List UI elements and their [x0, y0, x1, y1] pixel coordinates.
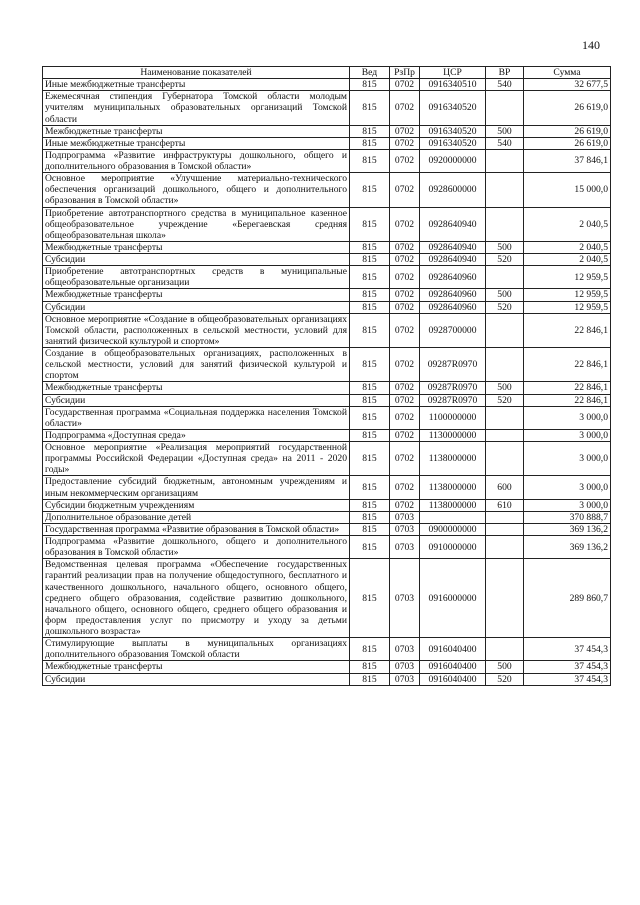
cell-sum: 2 040,5 [524, 207, 611, 241]
cell-csr: 0920000000 [420, 149, 486, 172]
cell-sum: 370 888,7 [524, 511, 611, 523]
cell-ved: 815 [350, 673, 390, 685]
cell-ved: 815 [350, 523, 390, 535]
table-body [43, 79, 611, 686]
cell-sum: 2 040,5 [524, 254, 611, 266]
cell-csr: 09287R0970 [420, 348, 486, 382]
cell-ved: 815 [350, 173, 390, 207]
cell-sum: 37 846,1 [524, 149, 611, 172]
cell-rzpr: 0702 [390, 241, 420, 253]
cell-ved: 815 [350, 476, 390, 499]
cell-rzpr: 0702 [390, 79, 420, 91]
cell-vr [486, 442, 524, 476]
cell-vr [486, 559, 524, 638]
cell-name: Предоставление субсидий бюджетным, автономным учреждениям и иным некоммерческим организациям [43, 476, 350, 499]
cell-csr: 0916340520 [420, 125, 486, 137]
cell-vr [486, 523, 524, 535]
table-row [43, 254, 611, 266]
table-row [43, 348, 611, 382]
cell-name: Субсидии [43, 301, 350, 313]
cell-ved: 815 [350, 382, 390, 394]
cell-csr: 0916340520 [420, 137, 486, 149]
cell-sum: 37 454,3 [524, 673, 611, 685]
table-row [43, 536, 611, 559]
cell-ved: 815 [350, 289, 390, 301]
cell-vr: 600 [486, 476, 524, 499]
cell-ved: 815 [350, 559, 390, 638]
cell-csr: 0916040400 [420, 661, 486, 673]
cell-sum: 15 000,0 [524, 173, 611, 207]
cell-name: Приобретение автотранспортного средства в муниципальное казенное общеобразовательное учреждение «Берегаевская средняя общеобразовательная школа» [43, 207, 350, 241]
cell-rzpr: 0702 [390, 125, 420, 137]
cell-sum: 3 000,0 [524, 442, 611, 476]
cell-name: Субсидии бюджетным учреждениям [43, 499, 350, 511]
cell-vr: 520 [486, 394, 524, 406]
cell-ved: 815 [350, 125, 390, 137]
cell-csr: 1100000000 [420, 406, 486, 429]
cell-rzpr: 0702 [390, 348, 420, 382]
cell-name: Субсидии [43, 673, 350, 685]
cell-sum: 22 846,1 [524, 394, 611, 406]
table-header-row [43, 67, 611, 79]
cell-name: Дополнительное образование детей [43, 511, 350, 523]
cell-vr: 520 [486, 301, 524, 313]
table-row [43, 673, 611, 685]
cell-ved: 815 [350, 266, 390, 289]
cell-vr [486, 313, 524, 347]
cell-rzpr: 0702 [390, 429, 420, 441]
cell-vr [486, 207, 524, 241]
cell-sum: 22 846,1 [524, 348, 611, 382]
cell-sum: 37 454,3 [524, 638, 611, 661]
cell-ved: 815 [350, 348, 390, 382]
cell-vr [486, 429, 524, 441]
cell-name: Государственная программа «Развитие образования в Томской области» [43, 523, 350, 535]
cell-vr [486, 149, 524, 172]
cell-ved: 815 [350, 254, 390, 266]
cell-sum: 37 454,3 [524, 661, 611, 673]
cell-sum: 26 619,0 [524, 91, 611, 125]
cell-name: Государственная программа «Социальная поддержка населения Томской области» [43, 406, 350, 429]
cell-rzpr: 0702 [390, 173, 420, 207]
cell-vr [486, 536, 524, 559]
cell-sum: 22 846,1 [524, 313, 611, 347]
cell-csr: 0916000000 [420, 559, 486, 638]
header-name: Наименование показателей [43, 67, 350, 79]
cell-csr: 0928700000 [420, 313, 486, 347]
cell-ved: 815 [350, 394, 390, 406]
cell-sum: 26 619,0 [524, 125, 611, 137]
table-row [43, 442, 611, 476]
cell-vr: 610 [486, 499, 524, 511]
cell-rzpr: 0702 [390, 406, 420, 429]
cell-ved: 815 [350, 429, 390, 441]
cell-sum: 3 000,0 [524, 499, 611, 511]
cell-csr: 09287R0970 [420, 394, 486, 406]
cell-rzpr: 0703 [390, 559, 420, 638]
cell-csr [420, 511, 486, 523]
cell-rzpr: 0702 [390, 266, 420, 289]
cell-vr: 520 [486, 254, 524, 266]
cell-csr: 0928640960 [420, 266, 486, 289]
cell-csr: 0928600000 [420, 173, 486, 207]
table-row [43, 313, 611, 347]
table-row [43, 559, 611, 638]
cell-rzpr: 0703 [390, 536, 420, 559]
cell-vr [486, 91, 524, 125]
cell-rzpr: 0702 [390, 382, 420, 394]
table-row [43, 476, 611, 499]
table-row [43, 511, 611, 523]
cell-vr: 500 [486, 289, 524, 301]
cell-rzpr: 0702 [390, 149, 420, 172]
cell-name: Межбюджетные трансферты [43, 241, 350, 253]
cell-rzpr: 0702 [390, 207, 420, 241]
cell-rzpr: 0702 [390, 476, 420, 499]
cell-ved: 815 [350, 442, 390, 476]
cell-sum: 369 136,2 [524, 536, 611, 559]
cell-vr: 500 [486, 661, 524, 673]
budget-table [42, 66, 611, 686]
cell-csr: 1138000000 [420, 499, 486, 511]
cell-vr: 520 [486, 673, 524, 685]
cell-sum: 2 040,5 [524, 241, 611, 253]
cell-name: Ежемесячная стипендия Губернатора Томской области молодым учителям муниципальных образовательных организаций Томской области [43, 91, 350, 125]
cell-vr: 500 [486, 382, 524, 394]
cell-ved: 815 [350, 406, 390, 429]
cell-vr [486, 173, 524, 207]
cell-ved: 815 [350, 137, 390, 149]
table-row [43, 173, 611, 207]
table-row [43, 91, 611, 125]
table-row [43, 301, 611, 313]
cell-rzpr: 0702 [390, 289, 420, 301]
cell-rzpr: 0702 [390, 499, 420, 511]
cell-csr: 0916040400 [420, 638, 486, 661]
cell-csr: 0928640960 [420, 301, 486, 313]
table-row [43, 429, 611, 441]
cell-csr: 1138000000 [420, 476, 486, 499]
table-row [43, 266, 611, 289]
table-row [43, 499, 611, 511]
cell-vr: 500 [486, 241, 524, 253]
cell-sum: 12 959,5 [524, 301, 611, 313]
header-rzpr: РзПр [390, 67, 420, 79]
table-row [43, 406, 611, 429]
table-row [43, 661, 611, 673]
cell-csr: 1130000000 [420, 429, 486, 441]
cell-name: Приобретение автотранспортных средств в муниципальные общеобразовательные организации [43, 266, 350, 289]
cell-rzpr: 0703 [390, 523, 420, 535]
cell-csr: 0916340520 [420, 91, 486, 125]
cell-rzpr: 0702 [390, 301, 420, 313]
cell-ved: 815 [350, 499, 390, 511]
cell-name: Основное мероприятие «Реализация мероприятий государственной программы Российской Федерации «Доступная среда» на 2011 - 2020 годы» [43, 442, 350, 476]
cell-name: Субсидии [43, 254, 350, 266]
cell-name: Иные межбюджетные трансферты [43, 137, 350, 149]
cell-name: Ведомственная целевая программа «Обеспечение государственных гарантий реализации прав на получение общедоступного, бесплатного и качественного дошкольного, начального общего, основного общего, среднего общего образования, содействие развитию дошкольного, начального общего, основного общего, среднего общего образования и форм предоставления услуг по присмотру и уходу за детьми дошкольного возраста» [43, 559, 350, 638]
cell-vr [486, 348, 524, 382]
table-row [43, 638, 611, 661]
table-row [43, 241, 611, 253]
cell-ved: 815 [350, 511, 390, 523]
cell-name: Создание в общеобразовательных организациях, расположенных в сельской местности, условий для занятий физической культурой и спортом [43, 348, 350, 382]
cell-csr: 09287R0970 [420, 382, 486, 394]
page-number: 140 [582, 38, 600, 52]
cell-name: Межбюджетные трансферты [43, 382, 350, 394]
table-row [43, 289, 611, 301]
cell-sum: 12 959,5 [524, 266, 611, 289]
cell-rzpr: 0702 [390, 91, 420, 125]
cell-sum: 369 136,2 [524, 523, 611, 535]
cell-name: Межбюджетные трансферты [43, 289, 350, 301]
cell-ved: 815 [350, 79, 390, 91]
table-row [43, 79, 611, 91]
cell-csr: 0916340510 [420, 79, 486, 91]
cell-ved: 815 [350, 536, 390, 559]
cell-csr: 0916040400 [420, 673, 486, 685]
table-row [43, 207, 611, 241]
cell-ved: 815 [350, 638, 390, 661]
header-csr: ЦСР [420, 67, 486, 79]
cell-vr [486, 266, 524, 289]
cell-vr: 540 [486, 79, 524, 91]
cell-csr: 0928640940 [420, 241, 486, 253]
cell-csr: 0928640960 [420, 289, 486, 301]
cell-vr [486, 406, 524, 429]
cell-sum: 3 000,0 [524, 429, 611, 441]
cell-name: Основное мероприятие «Улучшение материально-технического обеспечения организаций дошкольного, общего и дополнительного образования в Томской области» [43, 173, 350, 207]
cell-sum: 289 860,7 [524, 559, 611, 638]
cell-csr: 0900000000 [420, 523, 486, 535]
cell-sum: 3 000,0 [524, 476, 611, 499]
cell-name: Иные межбюджетные трансферты [43, 79, 350, 91]
cell-name: Стимулирующие выплаты в муниципальных организациях дополнительного образования Томской области [43, 638, 350, 661]
cell-rzpr: 0702 [390, 442, 420, 476]
cell-rzpr: 0703 [390, 673, 420, 685]
cell-name: Подпрограмма «Доступная среда» [43, 429, 350, 441]
cell-rzpr: 0702 [390, 313, 420, 347]
cell-vr: 500 [486, 125, 524, 137]
cell-sum: 3 000,0 [524, 406, 611, 429]
cell-rzpr: 0702 [390, 137, 420, 149]
cell-ved: 815 [350, 207, 390, 241]
table-row [43, 523, 611, 535]
cell-name: Подпрограмма «Развитие инфраструктуры дошкольного, общего и дополнительного образования в Томской области» [43, 149, 350, 172]
cell-ved: 815 [350, 91, 390, 125]
table-row [43, 382, 611, 394]
cell-csr: 0928640940 [420, 207, 486, 241]
cell-sum: 32 677,5 [524, 79, 611, 91]
cell-ved: 815 [350, 149, 390, 172]
header-sum: Сумма [524, 67, 611, 79]
cell-rzpr: 0702 [390, 254, 420, 266]
cell-ved: 815 [350, 661, 390, 673]
cell-vr [486, 638, 524, 661]
cell-name: Основное мероприятие «Создание в общеобразовательных организациях Томской области, расположенных в сельской местности, условий для занятий физической культурой и спортом» [43, 313, 350, 347]
cell-rzpr: 0703 [390, 661, 420, 673]
cell-sum: 26 619,0 [524, 137, 611, 149]
cell-name: Подпрограмма «Развитие дошкольного, общего и дополнительного образования в Томской области» [43, 536, 350, 559]
cell-sum: 12 959,5 [524, 289, 611, 301]
cell-sum: 22 846,1 [524, 382, 611, 394]
table-row [43, 125, 611, 137]
cell-vr [486, 511, 524, 523]
cell-rzpr: 0702 [390, 394, 420, 406]
table-row [43, 137, 611, 149]
header-ved: Вед [350, 67, 390, 79]
header-vr: ВР [486, 67, 524, 79]
cell-ved: 815 [350, 313, 390, 347]
cell-ved: 815 [350, 301, 390, 313]
table-row [43, 394, 611, 406]
cell-ved: 815 [350, 241, 390, 253]
cell-vr: 540 [486, 137, 524, 149]
cell-name: Субсидии [43, 394, 350, 406]
cell-csr: 0910000000 [420, 536, 486, 559]
table-row [43, 149, 611, 172]
cell-csr: 1138000000 [420, 442, 486, 476]
cell-name: Межбюджетные трансферты [43, 661, 350, 673]
cell-csr: 0928640940 [420, 254, 486, 266]
cell-rzpr: 0703 [390, 638, 420, 661]
cell-name: Межбюджетные трансферты [43, 125, 350, 137]
cell-rzpr: 0703 [390, 511, 420, 523]
